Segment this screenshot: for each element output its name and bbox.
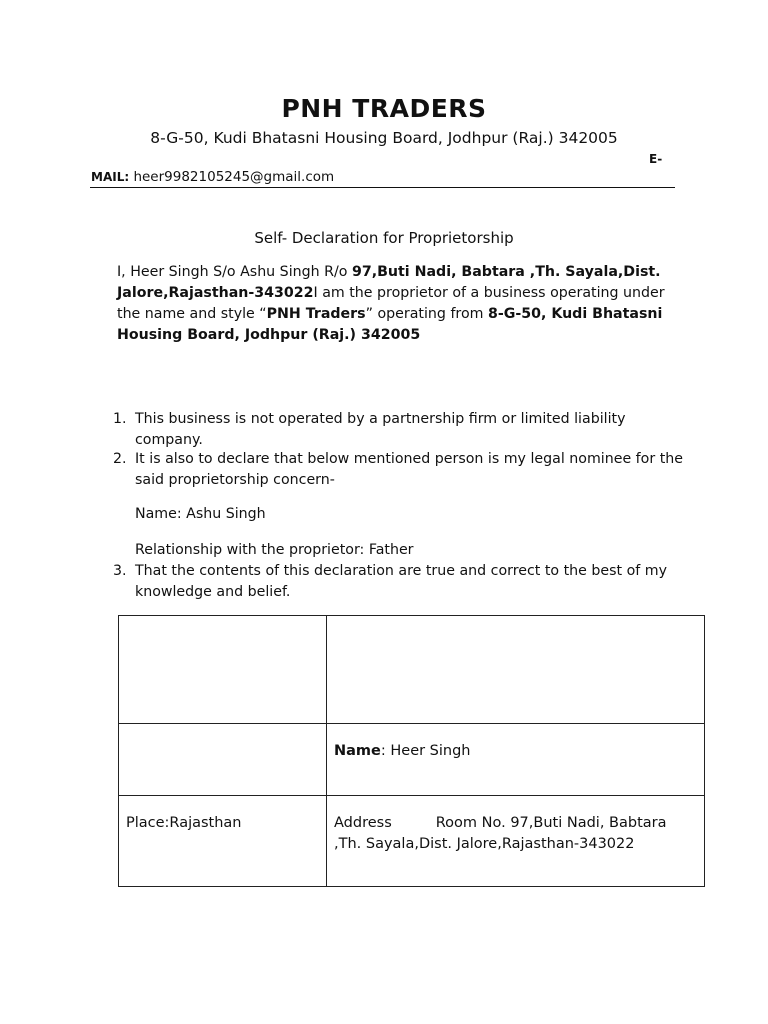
intro-text-1: I, Heer Singh S/o Ashu Singh R/o [117,264,352,280]
list-text: This business is not operated by a partnership firm or limited liability company. [135,411,626,448]
list-number: 3. [113,563,127,579]
place-cell [119,796,327,887]
signature-cell-right [327,616,705,724]
intro-paragraph [117,262,687,346]
name-value: : Heer Singh [380,743,471,759]
nominee-name: Name: Ashu Singh [135,506,266,522]
email-line [91,169,334,185]
email-address: heer9982105245@gmail.com [133,169,335,185]
place-value: Place:Rajasthan [126,815,242,831]
list-number: 2. [113,451,127,467]
blank-cell [119,724,327,796]
address-label: Address [334,815,392,831]
email-label-prefix: E- [649,152,663,166]
nominee-relationship: Relationship with the proprietor: Father [135,542,414,558]
residence-address: 97,Buti Nadi, Babtara ,Th. Sayala,Dist. Jalore,Rajasthan-343022 [117,264,661,301]
list-text: It is also to declare that below mentioned person is my legal nominee for the said proprietorship concern- [135,451,683,488]
name-cell [327,724,705,796]
header-divider [90,187,675,188]
document-heading: Self- Declaration for Proprietorship [254,229,514,247]
business-address: 8-G-50, Kudi Bhatasni Housing Board, Jodhpur (Raj.) 342005 [117,306,663,343]
address-cell [327,796,705,887]
email-label: MAIL: [91,170,130,184]
list-number: 1. [113,411,127,427]
business-name: PNH Traders [266,306,366,322]
intro-text-2: I am the proprietor of a business operating under the name and style “ [117,285,665,322]
signature-cell-left [119,616,327,724]
signature-table [118,615,705,887]
name-label: Name [334,743,381,759]
intro-text-3: ” operating from [365,306,488,322]
list-text: That the contents of this declaration are true and correct to the best of my knowledge and belief. [135,563,668,600]
company-address: 8-G-50, Kudi Bhatasni Housing Board, Jodhpur (Raj.) 342005 [150,129,618,147]
company-name: PNH TRADERS [281,94,487,123]
address-value: Room No. 97,Buti Nadi, Babtara ,Th. Sayala,Dist. Jalore,Rajasthan-343022 [334,815,667,852]
